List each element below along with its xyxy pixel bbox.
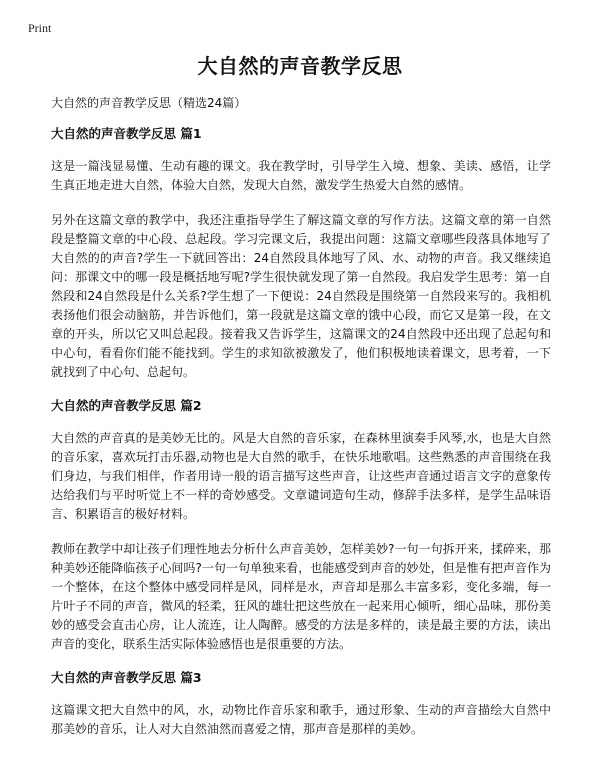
article-body <box>51 95 551 755</box>
section-heading-1: 大自然的声音教学反思 篇1 <box>51 126 202 141</box>
section-heading-3: 大自然的声音教学反思 篇3 <box>51 670 202 685</box>
paragraph: 教师在教学中却让孩子们理性地去分析什么声音美妙，怎样美妙?一句一句拆开来，揉碎来，那种美妙还能降临孩子心间吗?一句一句单独来看，也能感受到声音的妙处，但是惟有把声音作为一个整体，在这个整体中感受同样是风，同样是水，声音却是那么丰富多彩，变化多端，每一片叶子不同的声音，微风的轻柔，狂风的雄壮把这些放在一起来用心倾听，细心品味，那份美妙的感受会直击心房，让人流连，让人陶醉。感受的方法是多样的，读是最主要的方法，读出声音的变化，联系生活实际体验感悟也是很重要的方法。 <box>51 542 551 651</box>
article-subtitle: 大自然的声音教学反思（精选24篇） <box>51 96 247 110</box>
paragraph: 另外在这篇文章的教学中，我还注重指导学生了解这篇文章的写作方法。这篇文章的第一自然段是整篇文章的中心段、总起段。学习完课文后，我提出问题：这篇文章哪些段落具体地写了大自然的的声音?学生一下就回答出：24自然段具体地写了风、水、动物的声音。我又继续追问：那课文中的哪一段是概括地写呢?学生很快就发现了第一自然段。我启发学生思考：第一自然段和24自然段是什么关系?学生想了一下便说：24自然段是围绕第一自然段来写的。我相机表扬他们很会动脑筋，并告诉他们，第一段就是这篇文章的饿中心段，而它又是第一段，在文章的开头，所以它又叫总起段。接着我又告诉学生，这篇课文的24自然段中还出现了总起句和中心句，看看你们能不能找到。学生的求知欲被激发了，他们积极地读着课文，思考着，一下就找到了中心句、总起句。 <box>51 213 551 379</box>
section-heading-2: 大自然的声音教学反思 篇2 <box>51 398 202 413</box>
page-title: 大自然的声音教学反思 <box>197 54 403 78</box>
paragraph: 这是一篇浅显易懂、生动有趣的课文。我在教学时，引导学生入境、想象、美读、感悟，让学生真正地走进大自然，体验大自然，发现大自然，激发学生热爱大自然的感情。 <box>51 159 551 192</box>
paragraph: 大自然的声音真的是美妙无比的。风是大自然的音乐家，在森林里演奏手风琴,水，也是大自然的音乐家，喜欢玩打击乐器,动物也是大自然的歌手，在快乐地歌唱。这些熟悉的声音围绕在我们身边，与我们相伴，作者用诗一般的语言描写这些声音，让这些声音通过语言文字的意象传达给我们与平时听觉上不一样的奇妙感受。文章谴词造句生动，修辞手法多样，是学生品味语言、积累语言的极好材料。 <box>51 431 551 521</box>
paragraph: 这篇课文把大自然中的风，水，动物比作音乐家和歌手，通过形象、生动的声音描绘大自然中那美妙的音乐，让人对大自然油然而喜爱之情，那声音是那样的美妙。 <box>51 703 551 736</box>
print-link[interactable]: Print <box>28 21 52 35</box>
